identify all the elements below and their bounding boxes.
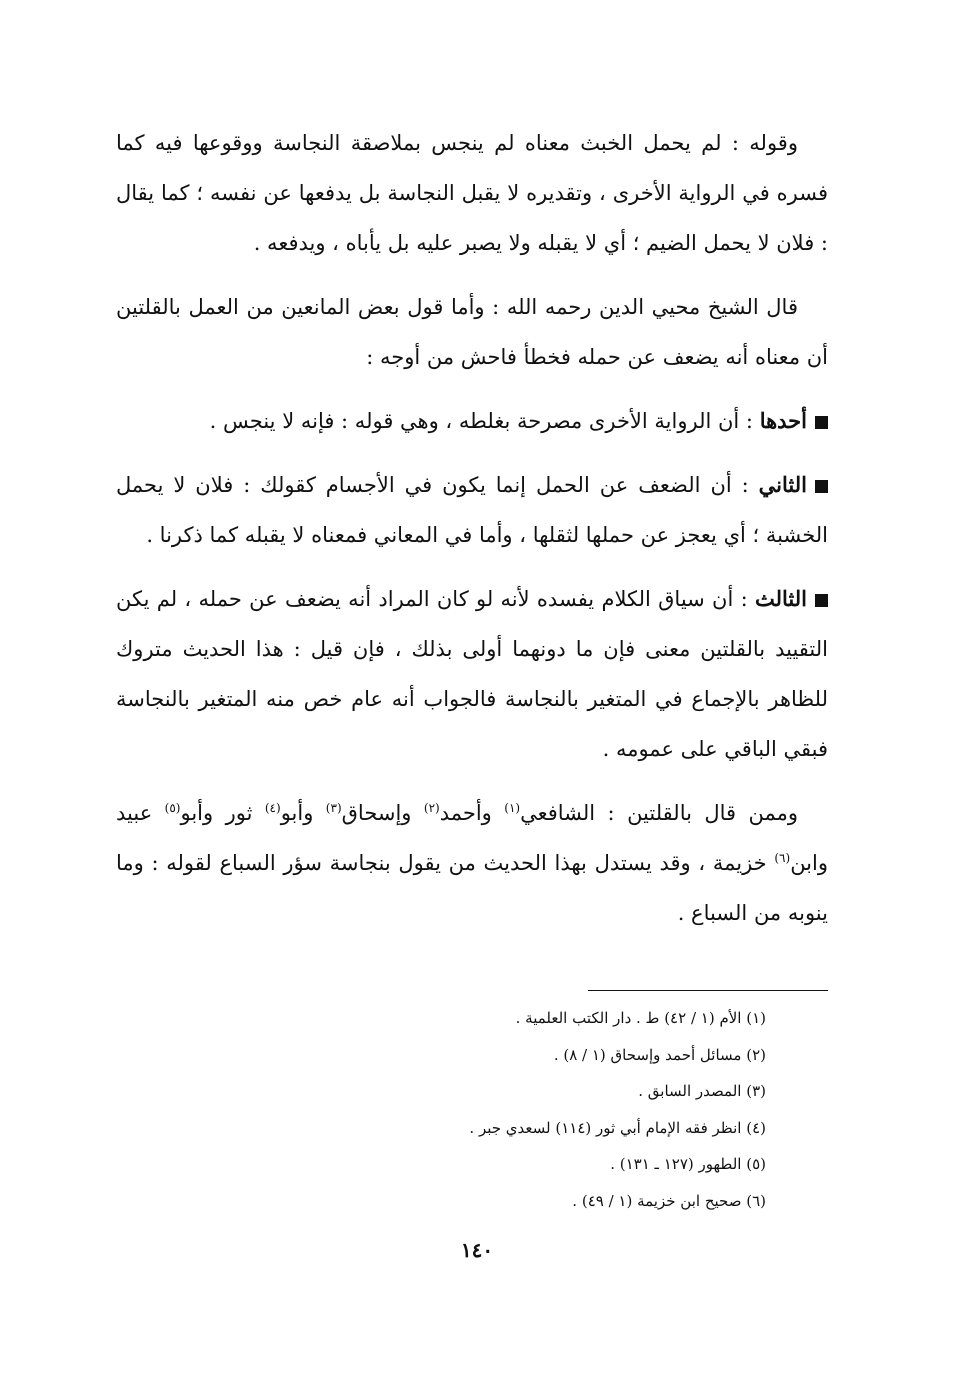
point-text: : أن سياق الكلام يفسده لأنه لو كان المراد أنه يضعف عن حمله ، لم يكن التقييد بالقلتين معنى فإن ما دونهما أولى بذلك ، فإن قيل : هذا الحديث متروك للظاهر بالإجماع في المتغير بالنجاسة فالجواب أنه عام خص منه المتغير بالنجاسة فبقي الباقي على عمومه . — [116, 587, 828, 761]
square-bullet-icon — [815, 416, 828, 429]
square-bullet-icon — [815, 594, 828, 607]
point-first — [116, 396, 828, 446]
footnote-ref[interactable]: (٦) — [774, 851, 791, 865]
text-segment: ثور وأبو — [180, 801, 265, 825]
square-bullet-icon — [815, 480, 828, 493]
paragraph-text: وقوله : لم يحمل الخبث معناه لم ينجس بملاصقة النجاسة ووقوعها فيه كما فسره في الرواية الأخرى ، وتقديره لا يقبل النجاسة بل يدفعها عن نفسه ؛ كما يقال : فلان لا يحمل الضيم ؛ أي لا يقبله ولا يصبر عليه بل يأباه ، ويدفعه . — [116, 131, 828, 255]
paragraph-text: قال الشيخ محيي الدين رحمه الله : وأما قول بعض المانعين من العمل بالقلتين أن معناه أنه يضعف عن حمله فخطأ فاحش من أوجه : — [116, 295, 828, 369]
footnote-ref[interactable]: (٣) — [325, 801, 342, 815]
footnote-divider — [588, 990, 828, 991]
footnote-item: (٣) المصدر السابق . — [638, 1082, 766, 1100]
footnote-ref[interactable]: (١) — [504, 801, 521, 815]
page-number: ١٤٠ — [460, 1238, 494, 1262]
point-lead: الثالث — [755, 586, 807, 611]
footnotes-list — [380, 1000, 766, 1219]
point-second — [116, 460, 828, 560]
footnote-item: (٥) الطهور (١٢٧ ـ ١٣١) . — [610, 1155, 766, 1173]
paragraph-1 — [116, 118, 828, 268]
point-text: : أن الضعف عن الحمل إنما يكون في الأجسام كقولك : فلان لا يحمل الخشبة ؛ أي يعجز عن حملها لثقلها ، وأما في المعاني فمعناه لا يقبله كما ذكرنا . — [116, 473, 828, 547]
footnote-item: (٤) انظر فقه الإمام أبي ثور (١١٤) لسعدي جبر . — [469, 1118, 766, 1137]
point-text: : أن الرواية الأخرى مصرحة بغلطه ، وهي قوله : فإنه لا ينجس . — [209, 409, 760, 433]
text-segment: وأبو — [280, 801, 326, 825]
main-text — [116, 118, 828, 952]
footnote-ref[interactable]: (٥) — [164, 801, 181, 815]
text-segment: وأحمد — [439, 801, 505, 825]
point-lead: الثاني — [758, 472, 807, 497]
paragraph-2 — [116, 282, 828, 382]
footnote-item: (٢) مسائل أحمد وإسحاق (١ / ٨) . — [553, 1045, 766, 1064]
paragraph-scholars — [116, 788, 828, 938]
footnote-ref[interactable]: (٢) — [423, 801, 440, 815]
footnote-item: (٦) صحيح ابن خزيمة (١ / ٤٩) . — [572, 1191, 766, 1210]
text-segment: عبيد وابن — [116, 801, 828, 875]
footnote-item: (١) الأم (١ / ٤٢) ط . دار الكتب العلمية . — [515, 1009, 766, 1027]
footnote-ref[interactable]: (٤) — [264, 801, 281, 815]
text-segment: وممن قال بالقلتين : الشافعي — [520, 801, 799, 825]
text-segment: وإسحاق — [341, 801, 424, 825]
point-lead: أحدها — [759, 408, 807, 433]
text-segment: خزيمة ، وقد يستدل بهذا الحديث من يقول بنجاسة سؤر السباع لقوله : وما ينوبه من السباع . — [116, 851, 828, 925]
point-third — [116, 574, 828, 774]
